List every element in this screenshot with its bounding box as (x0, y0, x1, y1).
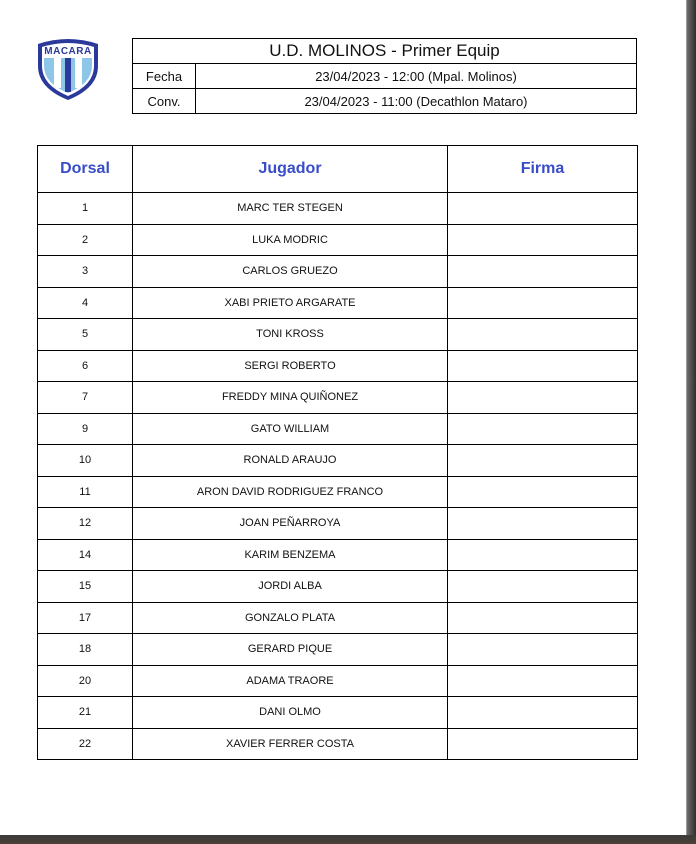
dorsal-cell: 17 (38, 602, 133, 634)
roster-table (37, 145, 638, 760)
firma-signature-cell[interactable] (448, 476, 638, 508)
firma-signature-cell[interactable] (448, 287, 638, 319)
table-row (38, 445, 638, 477)
jugador-cell: RONALD ARAUJO (133, 445, 448, 477)
dorsal-cell: 10 (38, 445, 133, 477)
column-header-firma: Firma (448, 146, 638, 193)
table-row (38, 476, 638, 508)
dorsal-cell: 11 (38, 476, 133, 508)
table-row (38, 697, 638, 729)
firma-signature-cell[interactable] (448, 728, 638, 760)
fecha-value: 23/04/2023 - 12:00 (Mpal. Molinos) (196, 64, 637, 89)
jugador-cell: JOAN PEÑARROYA (133, 508, 448, 540)
firma-signature-cell[interactable] (448, 319, 638, 351)
table-row (38, 665, 638, 697)
firma-signature-cell[interactable] (448, 539, 638, 571)
table-row (38, 256, 638, 288)
jugador-cell: SERGI ROBERTO (133, 350, 448, 382)
jugador-cell: ARON DAVID RODRIGUEZ FRANCO (133, 476, 448, 508)
dorsal-cell: 4 (38, 287, 133, 319)
conv-value: 23/04/2023 - 11:00 (Decathlon Mataro) (196, 89, 637, 114)
svg-text:MACARA: MACARA (44, 46, 92, 57)
jugador-cell: ADAMA TRAORE (133, 665, 448, 697)
firma-signature-cell[interactable] (448, 350, 638, 382)
firma-signature-cell[interactable] (448, 634, 638, 666)
table-row (38, 728, 638, 760)
jugador-cell: TONI KROSS (133, 319, 448, 351)
fecha-label: Fecha (133, 64, 196, 89)
dorsal-cell: 12 (38, 508, 133, 540)
jugador-cell: MARC TER STEGEN (133, 193, 448, 225)
dorsal-cell: 5 (38, 319, 133, 351)
column-header-jugador: Jugador (133, 146, 448, 193)
dorsal-cell: 15 (38, 571, 133, 603)
table-row (38, 571, 638, 603)
jugador-cell: GONZALO PLATA (133, 602, 448, 634)
jugador-cell: DANI OLMO (133, 697, 448, 729)
jugador-cell: KARIM BENZEMA (133, 539, 448, 571)
firma-signature-cell[interactable] (448, 445, 638, 477)
firma-signature-cell[interactable] (448, 665, 638, 697)
conv-label: Conv. (133, 89, 196, 114)
dorsal-cell: 22 (38, 728, 133, 760)
jugador-cell: GATO WILLIAM (133, 413, 448, 445)
firma-signature-cell[interactable] (448, 382, 638, 414)
dorsal-cell: 2 (38, 224, 133, 256)
match-header-table (132, 38, 637, 114)
jugador-cell: GERARD PIQUE (133, 634, 448, 666)
table-row (38, 508, 638, 540)
table-row (38, 319, 638, 351)
firma-signature-cell[interactable] (448, 508, 638, 540)
dorsal-cell: 9 (38, 413, 133, 445)
club-crest-logo (34, 36, 102, 102)
table-row (38, 413, 638, 445)
table-row (38, 382, 638, 414)
dorsal-cell: 14 (38, 539, 133, 571)
dorsal-cell: 1 (38, 193, 133, 225)
dorsal-cell: 6 (38, 350, 133, 382)
firma-signature-cell[interactable] (448, 571, 638, 603)
table-row (38, 634, 638, 666)
jugador-cell: CARLOS GRUEZO (133, 256, 448, 288)
firma-signature-cell[interactable] (448, 193, 638, 225)
firma-signature-cell[interactable] (448, 224, 638, 256)
team-title: U.D. MOLINOS - Primer Equip (133, 39, 637, 64)
jugador-cell: XAVIER FERRER COSTA (133, 728, 448, 760)
firma-signature-cell[interactable] (448, 602, 638, 634)
table-row (38, 287, 638, 319)
column-header-dorsal: Dorsal (38, 146, 133, 193)
dorsal-cell: 21 (38, 697, 133, 729)
viewer-shadow-right (687, 0, 696, 844)
table-row (38, 539, 638, 571)
firma-signature-cell[interactable] (448, 697, 638, 729)
jugador-cell: JORDI ALBA (133, 571, 448, 603)
table-row (38, 193, 638, 225)
firma-signature-cell[interactable] (448, 256, 638, 288)
table-row (38, 350, 638, 382)
table-row (38, 224, 638, 256)
dorsal-cell: 18 (38, 634, 133, 666)
dorsal-cell: 20 (38, 665, 133, 697)
jugador-cell: FREDDY MINA QUIÑONEZ (133, 382, 448, 414)
jugador-cell: LUKA MODRIC (133, 224, 448, 256)
firma-signature-cell[interactable] (448, 413, 638, 445)
viewer-shadow-bottom (0, 835, 696, 844)
dorsal-cell: 3 (38, 256, 133, 288)
dorsal-cell: 7 (38, 382, 133, 414)
table-row (38, 602, 638, 634)
roster-header-row (38, 146, 638, 193)
jugador-cell: XABI PRIETO ARGARATE (133, 287, 448, 319)
